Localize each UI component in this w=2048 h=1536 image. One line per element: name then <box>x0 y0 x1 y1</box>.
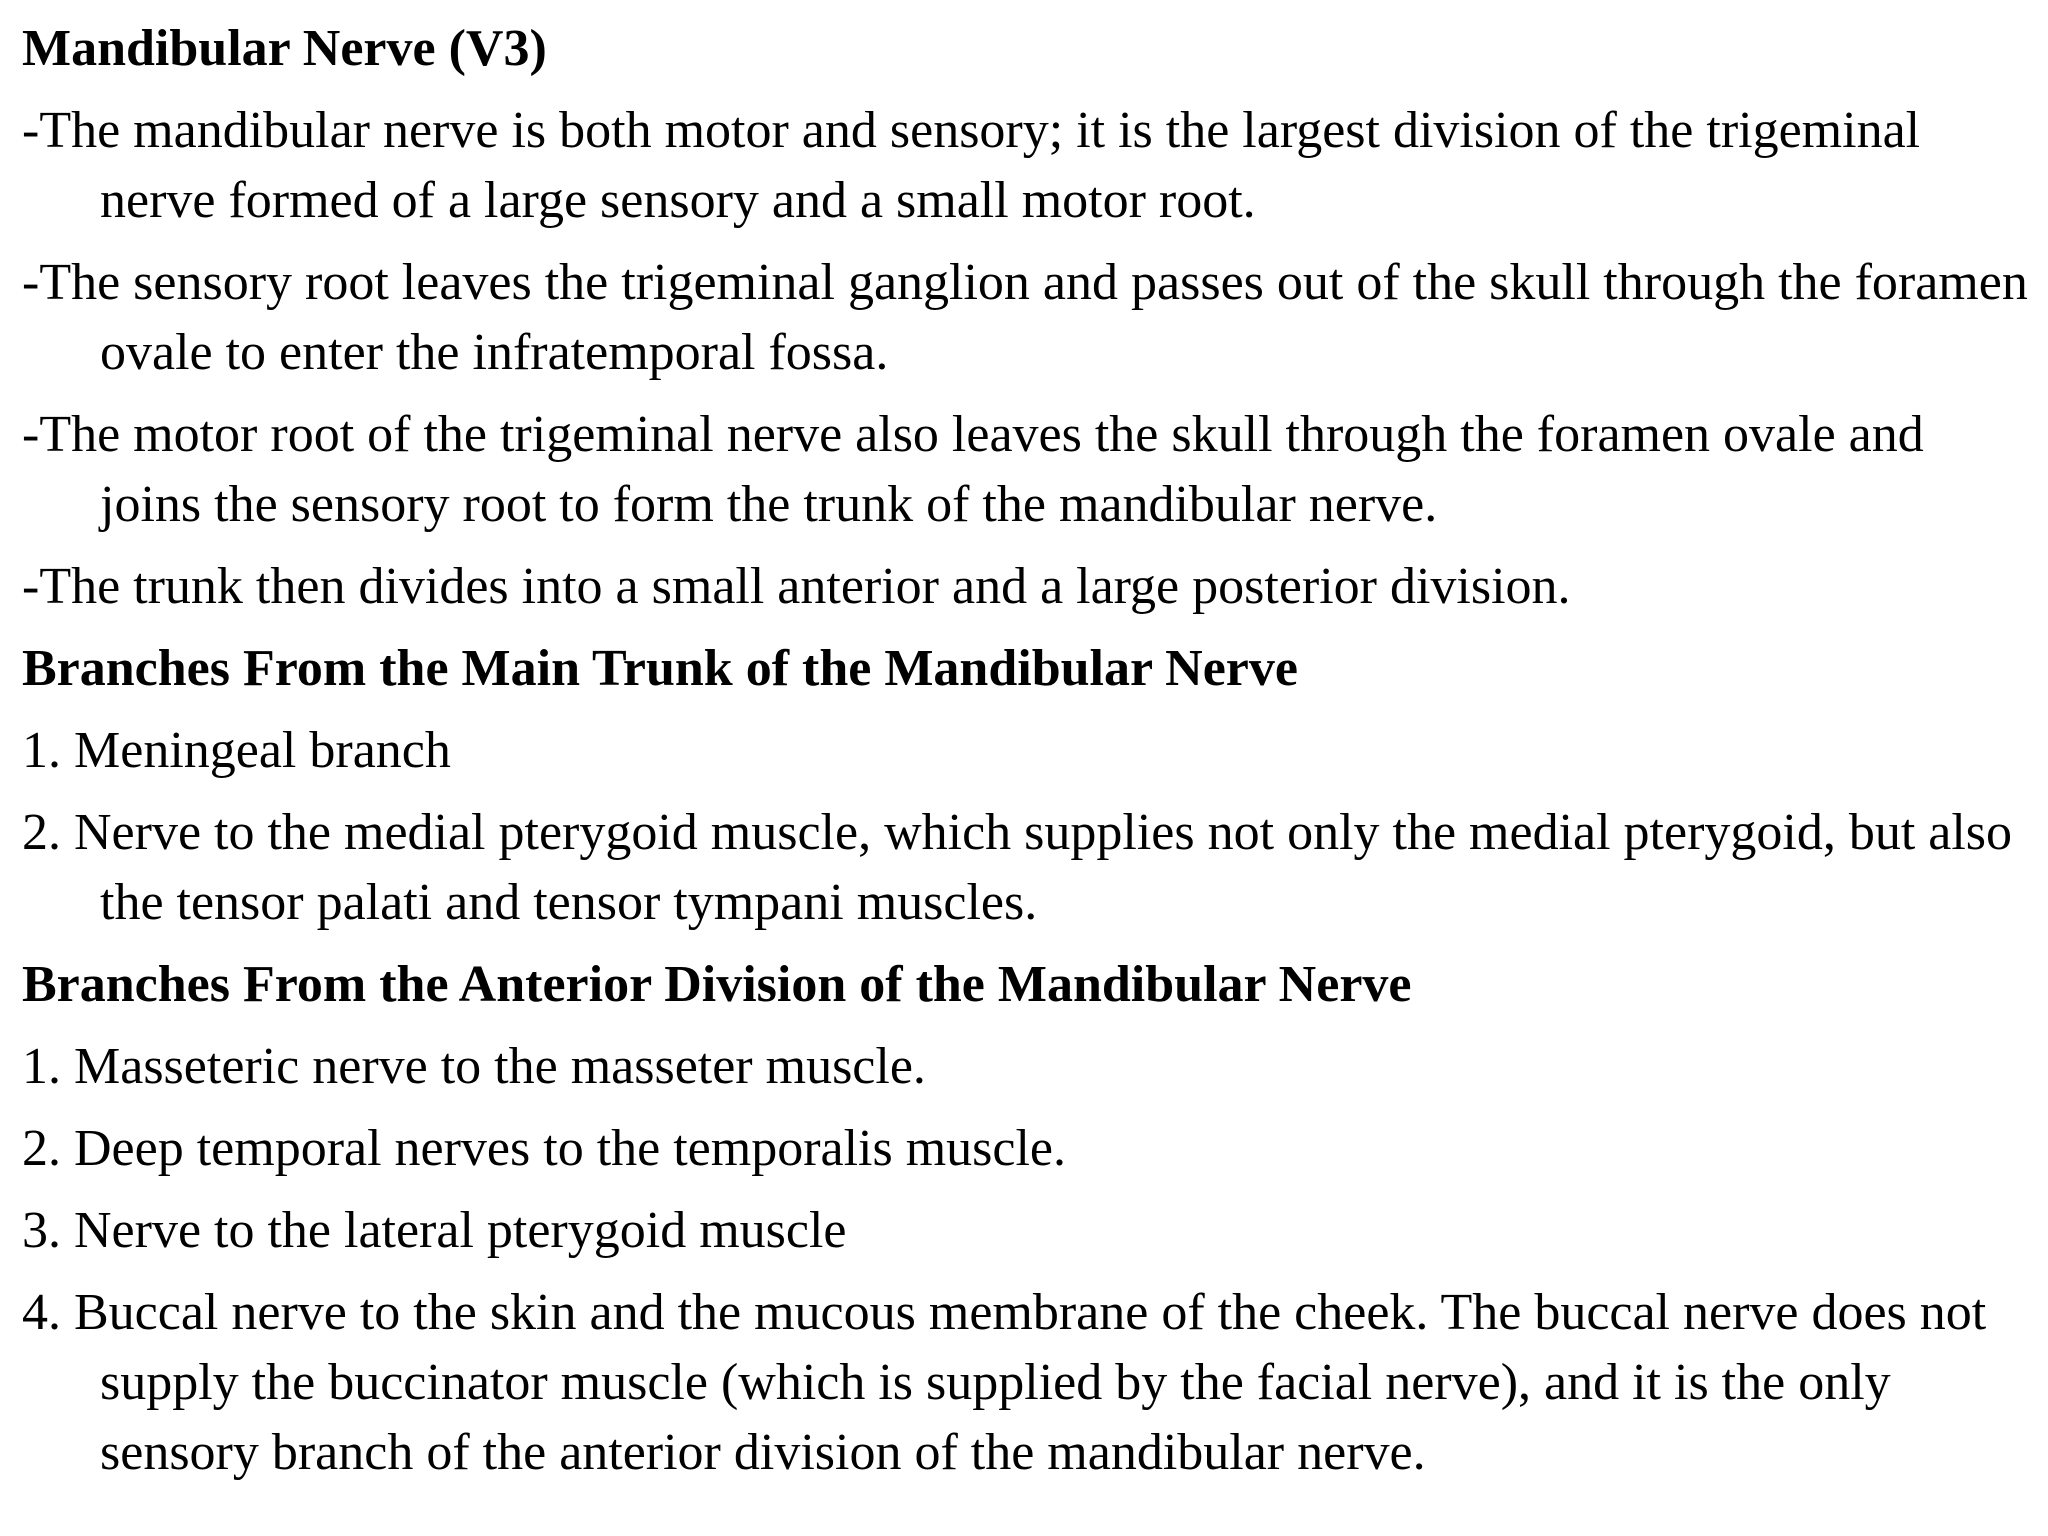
intro-paragraph-3: -The motor root of the trigeminal nerve also leaves the skull through the foramen ovale and joins the sensory root to form the trunk of the mandibular nerve. <box>22 406 1924 533</box>
document-page <box>22 14 2032 1488</box>
document-title: Mandibular Nerve (V3) <box>22 20 547 77</box>
anterior-item-4: 4. Buccal nerve to the skin and the mucous membrane of the cheek. The buccal nerve does not supply the buccinator muscle (which is supplied by the facial nerve), and it is the only sensory branch of the anterior division of the mandibular nerve. <box>22 1284 1987 1481</box>
intro-paragraph-2: -The sensory root leaves the trigeminal ganglion and passes out of the skull through the foramen ovale to enter the infratemporal fossa. <box>22 254 2028 381</box>
anterior-item-2: 2. Deep temporal nerves to the temporalis muscle. <box>22 1120 1067 1177</box>
main-trunk-item-2: 2. Nerve to the medial pterygoid muscle, which supplies not only the medial pterygoid, but also the tensor palati and tensor tympani muscles. <box>22 804 2013 931</box>
main-trunk-heading: Branches From the Main Trunk of the Mandibular Nerve <box>22 640 1298 697</box>
anterior-item-1: 1. Masseteric nerve to the masseter muscle. <box>22 1038 926 1095</box>
intro-paragraph-1: -The mandibular nerve is both motor and sensory; it is the largest division of the trigeminal nerve formed of a large sensory and a small motor root. <box>22 102 1921 229</box>
anterior-division-heading: Branches From the Anterior Division of the Mandibular Nerve <box>22 956 1412 1013</box>
anterior-item-3: 3. Nerve to the lateral pterygoid muscle <box>22 1202 847 1259</box>
main-trunk-item-1: 1. Meningeal branch <box>22 722 451 779</box>
intro-paragraph-4: -The trunk then divides into a small anterior and a large posterior division. <box>22 558 1571 615</box>
